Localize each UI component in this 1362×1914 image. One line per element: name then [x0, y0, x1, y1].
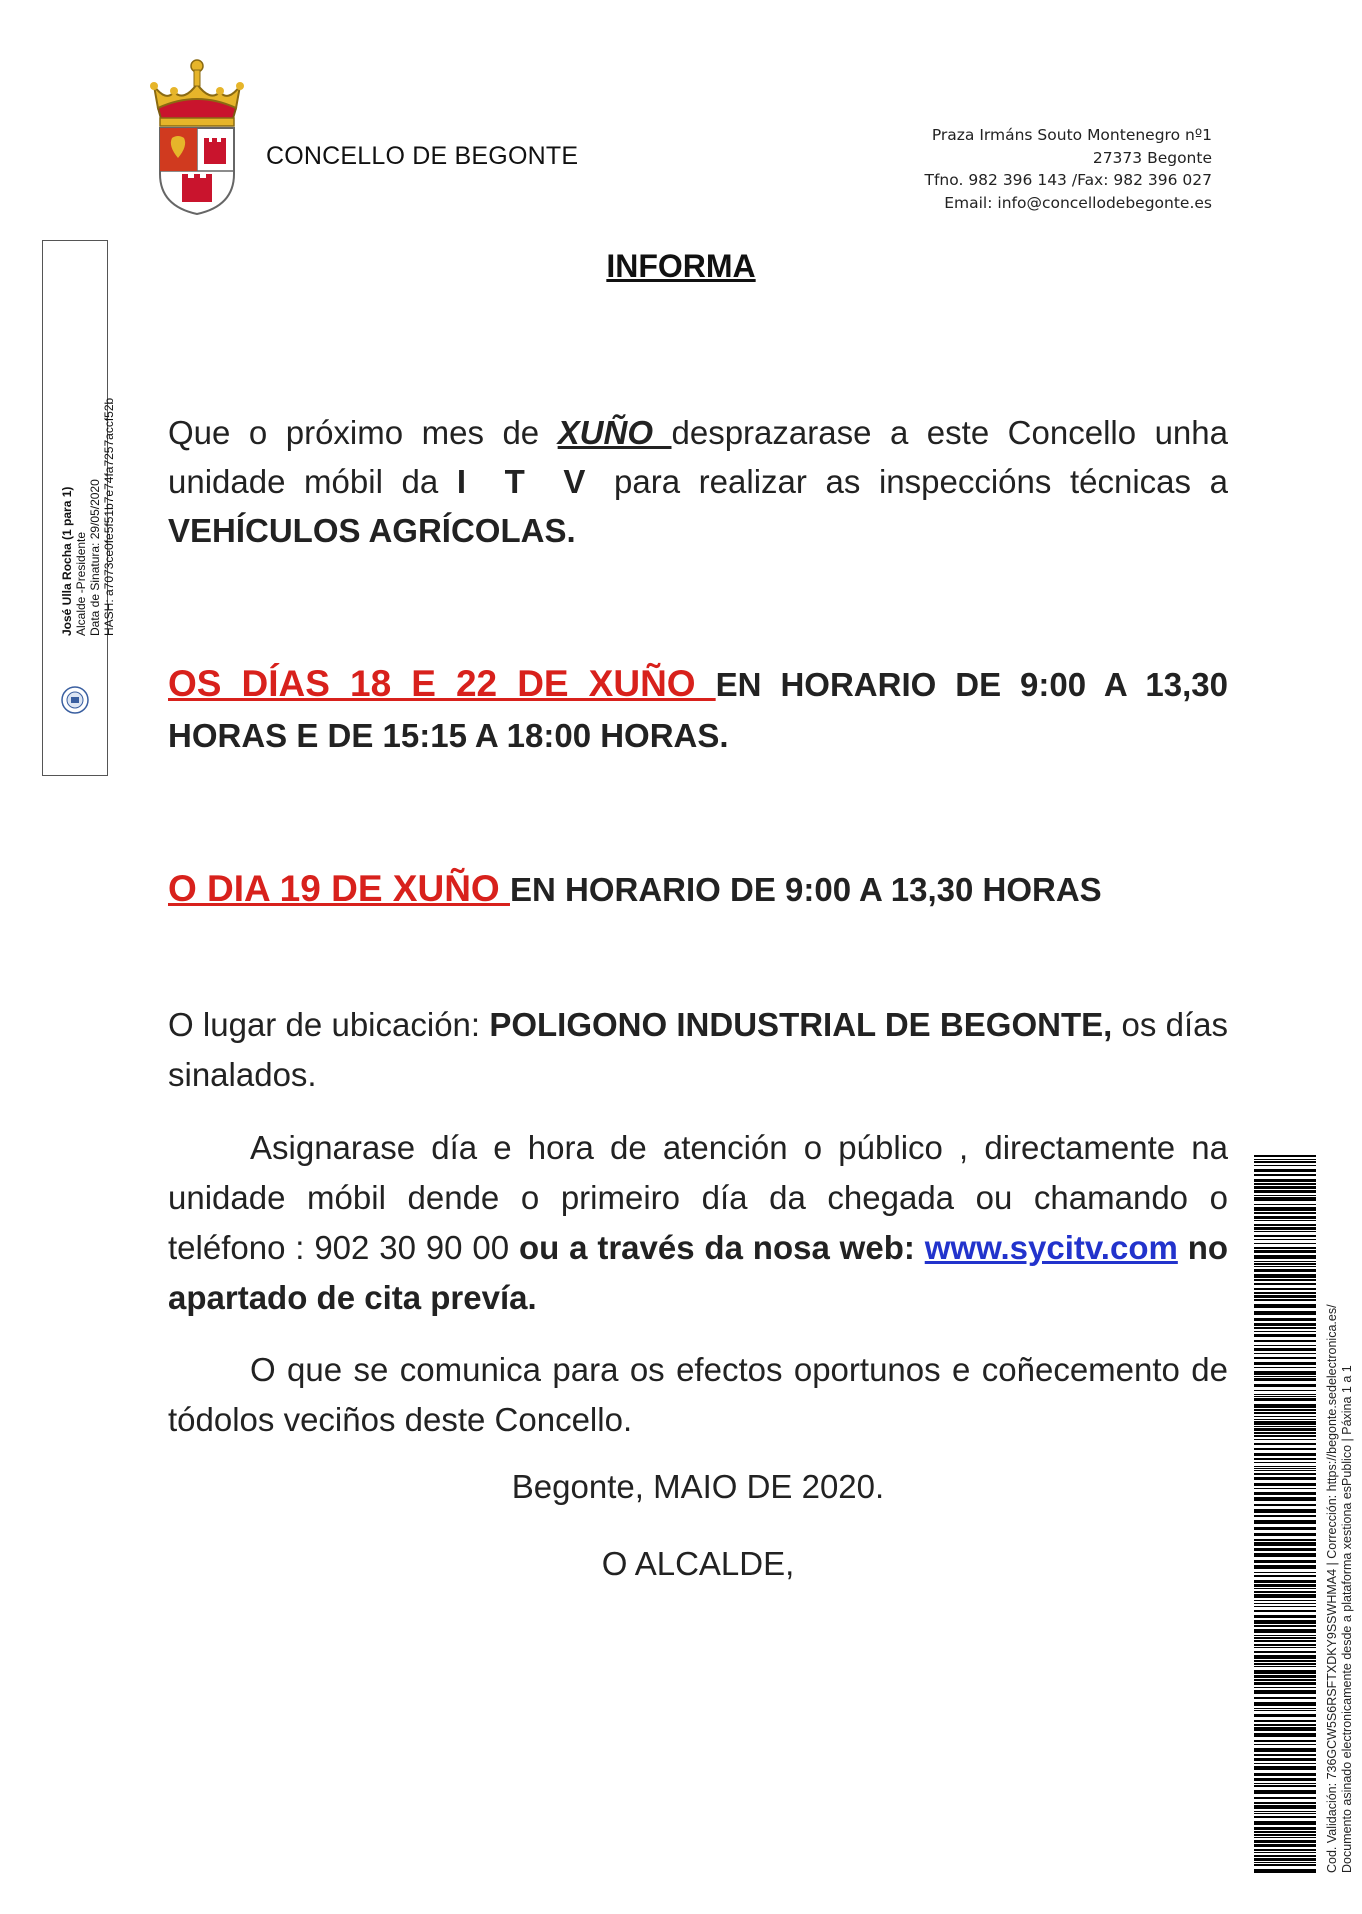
schedule-text: EN HORARIO DE 9:00 A 13,30 HORAS [509, 871, 1102, 908]
appointment-section: no apartado de cita prevía. [168, 1229, 1229, 1316]
web-intro: ou a través da nosa web: [518, 1229, 915, 1266]
month-highlight: XUÑO [557, 414, 672, 451]
address-street: Praza Irmáns Souto Montenegro nº1 [931, 126, 1212, 144]
paragraph-schedule-2 [168, 863, 1228, 915]
validation-platform: Documento asinado electronicamente desde a plataforma xestiona esPublico | Páxina 1 a 1 [1340, 1365, 1354, 1873]
validation-text [1325, 1113, 1355, 1873]
paragraph-closing [168, 1345, 1228, 1445]
paragraph-schedule-1 [168, 658, 1228, 761]
schedule-text: EN HORARIO DE 9:00 A 13,30 HORAS E DE 15:15 A 18:00 HORAS. [168, 666, 1228, 754]
address-phone: Tfno. 982 396 143 /Fax: 982 396 027 [924, 171, 1212, 189]
address-email: Email: info@concellodebegonte.es [944, 193, 1212, 212]
place-date: Begonte, MAIO DE 2020. [511, 1468, 885, 1505]
vehicle-type: VEHÍCULOS AGRÍCOLAS. [168, 512, 576, 549]
coat-of-arms-logo [144, 56, 250, 216]
dates-highlight: OS DÍAS 18 E 22 DE XUÑO [168, 663, 716, 704]
paragraph-location [168, 1000, 1228, 1100]
text-segment: os días sinalados. [168, 1006, 1229, 1093]
paragraph-appointment [168, 1123, 1228, 1323]
signer-role: Alcalde -Presidente [74, 531, 88, 636]
signature-date: Data de Sinatura: 29/05/2020 [88, 479, 102, 636]
signature-text [60, 36, 116, 636]
date-highlight: O DIA 19 DE XUÑO [168, 868, 510, 909]
text-segment: Que o próximo mes de [168, 414, 558, 451]
page-title: INFORMA [606, 248, 756, 284]
signer-name: José Ulla Rocha (1 para 1) [60, 486, 74, 636]
location-name: POLIGONO INDUSTRIAL DE BEGONTE, [489, 1006, 1113, 1043]
website-link[interactable]: www.sycitv.com [924, 1229, 1178, 1266]
text-segment: O lugar de ubicación: [168, 1006, 490, 1043]
paragraph-announcement [168, 408, 1228, 555]
closing-text: O que se comunica para os efectos oportunos e coñecemento de tódolos veciños deste Concello. [168, 1351, 1228, 1438]
text-segment: desprazarase a este Concello unha unidade móbil da [168, 414, 1228, 500]
validation-code: Cod. Validación: 736GCW5S6RSFTXDKY9SSWHMA4 | Corrección: https://begonte.sedelectronica.es/ [1325, 1304, 1339, 1873]
itv-label: I T V [456, 463, 596, 500]
address-block [872, 124, 1212, 214]
seal-icon [60, 685, 90, 715]
signature-hash: HASH: a7073ce0fe5f51b7e74fa7257accf52b [102, 397, 116, 636]
barcode-icon [1254, 1155, 1316, 1873]
signatory-title: O ALCALDE, [601, 1545, 795, 1582]
address-postal: 27373 Begonte [1092, 148, 1212, 167]
organization-name: CONCELLO DE BEGONTE [266, 142, 579, 170]
text-segment: Asignarase día e hora de atención o público , directamente na unidade móbil dende o primeiro día da chegada ou chamando o teléfono : 902 30 90 00 [168, 1129, 1228, 1266]
text-segment: para realizar as inspeccións técnicas a [595, 463, 1228, 500]
